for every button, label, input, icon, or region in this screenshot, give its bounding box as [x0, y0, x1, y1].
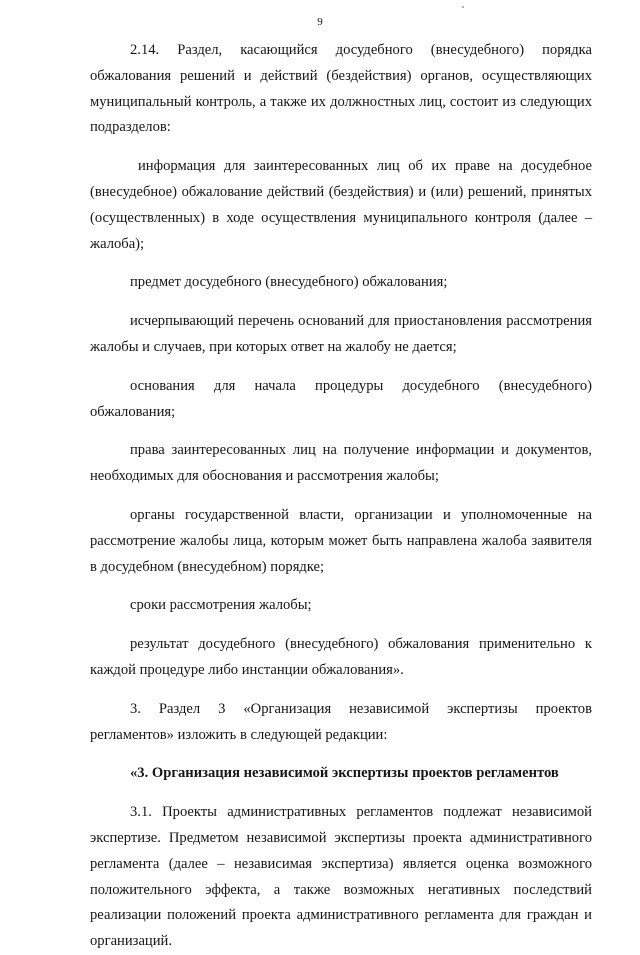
- paragraph-subject: предмет досудебного (внесудебного) обжалования;: [130, 274, 448, 291]
- paragraph-section-2-14: 2.14. Раздел, касающийся досудебного (внесудебного) порядка обжалования решений и действий (бездействия) органов, осуществляющих муниципальный контроль, а также их должностных лиц, состоит из следующих подразделов:: [90, 42, 592, 136]
- paragraph-result: результат досудебного (внесудебного) обжалования применительно к каждой процедуре либо инстанции обжалования».: [90, 636, 592, 678]
- paragraph-rights: права заинтересованных лиц на получение информации и документов, необходимых для обоснования и рассмотрения жалобы;: [90, 442, 592, 485]
- paragraph-grounds-suspension: исчерпывающий перечень оснований для приостановления рассмотрения жалобы и случаев, при которых ответ на жалобу не дается;: [90, 313, 592, 355]
- section-heading: «3. Организация независимой экспертизы проектов регламентов: [130, 765, 559, 782]
- paragraph-section-3-1: 3.1. Проекты административных регламентов подлежат независимой экспертизе. Предметом независимой экспертизы проекта административного регламента (далее – независимая экспертиза) является оценка возможного положительного эффекта, а также возможных негативных последствий реализации положений проекта административного регламента для граждан и организаций.: [90, 804, 592, 950]
- paragraph-section-3-intro: 3. Раздел 3 «Организация независимой экспертизы проектов регламентов» изложить в следующей редакции:: [90, 700, 592, 743]
- scan-artifact: [462, 6, 464, 8]
- paragraph-deadlines: сроки рассмотрения жалобы;: [130, 597, 312, 614]
- paragraph-complaint-info: информация для заинтересованных лиц об их праве на досудебное (внесудебное) обжалование действий (бездействия) и (или) решений, принятых (осуществленных) в ходе осуществления муниципального контроля (далее – жалоба);: [90, 158, 592, 252]
- page-number: 9: [317, 16, 323, 28]
- document-body: [90, 38, 592, 955]
- paragraph-grounds-start: основания для начала процедуры досудебного (внесудебного) обжалования;: [90, 377, 592, 420]
- paragraph-authorities: органы государственной власти, организации и уполномоченные на рассмотрение жалобы лица, которым может быть направлена жалоба заявителя в досудебном (внесудебном) порядке;: [90, 506, 592, 575]
